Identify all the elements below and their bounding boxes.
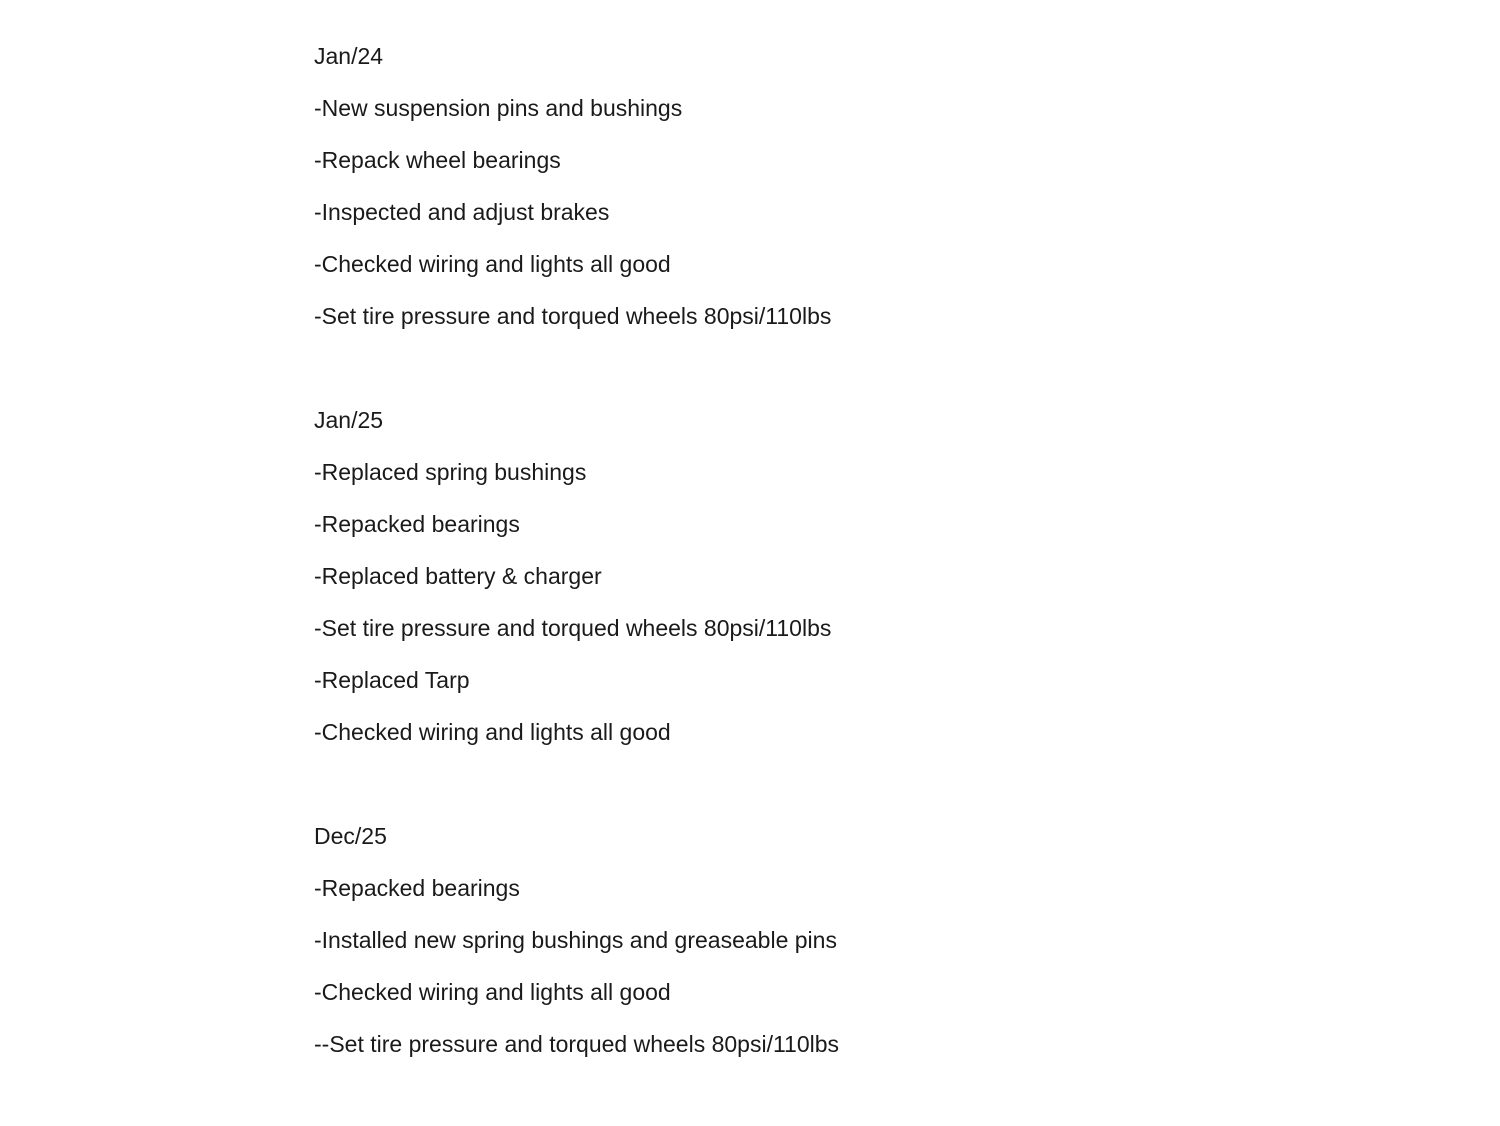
section-date: Dec/25 — [314, 823, 387, 849]
log-item: -Set tire pressure and torqued wheels 80psi/110lbs — [314, 303, 832, 329]
log-item: -New suspension pins and bushings — [314, 95, 683, 121]
section-date: Jan/25 — [314, 407, 384, 433]
log-item: -Checked wiring and lights all good — [314, 251, 671, 277]
log-item: -Checked wiring and lights all good — [314, 719, 671, 745]
log-section-jan-24 — [314, 34, 1414, 346]
log-item: -Replaced Tarp — [314, 667, 470, 693]
log-item: --Set tire pressure and torqued wheels 80psi/110lbs — [314, 1031, 840, 1057]
maintenance-log — [314, 34, 1414, 1126]
log-item: -Checked wiring and lights all good — [314, 979, 671, 1005]
log-item: -Repacked bearings — [314, 875, 520, 901]
log-item: -Repacked bearings — [314, 511, 520, 537]
log-item: -Replaced battery & charger — [314, 563, 602, 589]
log-item: -Repack wheel bearings — [314, 147, 561, 173]
log-section-jan-25 — [314, 398, 1414, 762]
log-item: -Set tire pressure and torqued wheels 80psi/110lbs — [314, 615, 832, 641]
log-item: -Inspected and adjust brakes — [314, 199, 610, 225]
log-section-dec-25 — [314, 814, 1414, 1074]
log-item: -Installed new spring bushings and greaseable pins — [314, 927, 837, 953]
log-item: -Replaced spring bushings — [314, 459, 587, 485]
section-date: Jan/24 — [314, 43, 384, 69]
